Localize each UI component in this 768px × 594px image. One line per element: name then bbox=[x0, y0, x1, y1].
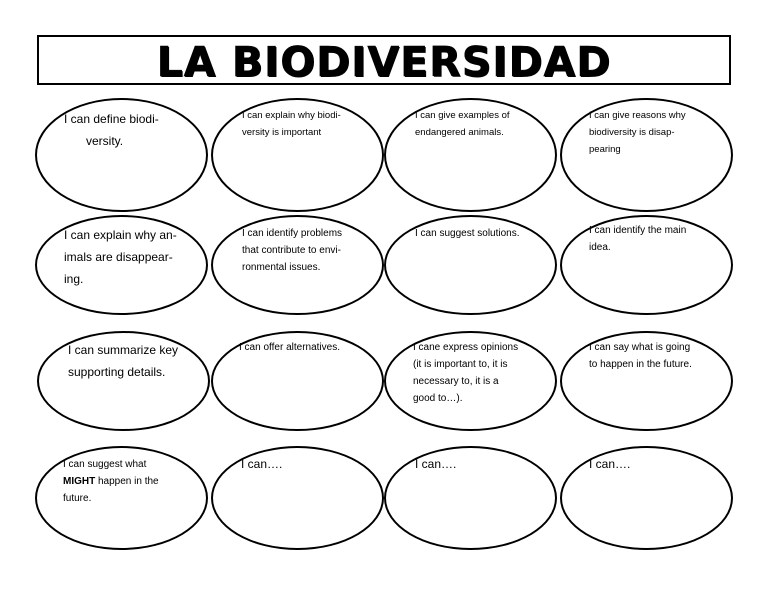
oval-line: endangered animals. bbox=[415, 127, 504, 138]
oval-text-endangered-animals bbox=[415, 107, 510, 141]
oval-line: pearing bbox=[589, 144, 621, 155]
oval-i-can-1 bbox=[211, 446, 384, 550]
oval-line: that contribute to envi- bbox=[242, 245, 341, 256]
oval-text-explain-importance bbox=[242, 107, 341, 141]
oval-line: I can…. bbox=[415, 457, 457, 471]
oval-line: necessary to, it is a bbox=[413, 376, 499, 387]
oval-text-main-idea bbox=[589, 222, 686, 256]
oval-line: I can identify problems bbox=[242, 228, 343, 239]
oval-line: I can explain why an- bbox=[64, 228, 177, 242]
oval-text-define-biodiversity bbox=[64, 108, 159, 152]
oval-line: I can…. bbox=[589, 457, 631, 471]
emphasis-might: MIGHT bbox=[63, 476, 96, 487]
oval-text-identify-problems bbox=[242, 225, 342, 276]
oval-text-i-can-1 bbox=[241, 453, 282, 475]
oval-line: I can summarize key bbox=[68, 343, 179, 357]
oval-text-reasons-disappearing bbox=[589, 107, 686, 158]
oval-i-can-2 bbox=[384, 446, 557, 550]
oval-line: supporting details. bbox=[68, 365, 166, 379]
oval-line: (it is important to, it is bbox=[413, 359, 508, 370]
oval-line: I can suggest what bbox=[63, 459, 147, 470]
title-box bbox=[37, 35, 731, 85]
oval-line: biodiversity is disap- bbox=[589, 127, 675, 138]
oval-text-future bbox=[589, 339, 692, 373]
oval-line: idea. bbox=[589, 242, 611, 253]
oval-text-express-opinions bbox=[413, 339, 518, 407]
oval-text-i-can-2 bbox=[415, 453, 456, 475]
oval-line: to happen in the future. bbox=[589, 359, 692, 370]
oval-text-offer-alternatives bbox=[239, 339, 340, 356]
oval-i-can-3 bbox=[560, 446, 733, 550]
oval-line: ing. bbox=[64, 272, 84, 286]
oval-line: I can explain why biodi- bbox=[242, 110, 341, 121]
oval-line: I can suggest solutions. bbox=[415, 228, 520, 239]
oval-line: I can…. bbox=[241, 457, 283, 471]
oval-line: I can say what is going bbox=[589, 342, 691, 353]
oval-line: I can give examples of bbox=[415, 110, 510, 121]
oval-line: I can offer alternatives. bbox=[239, 342, 340, 353]
oval-line-emphasis-row bbox=[63, 473, 159, 490]
oval-line: imals are disappear- bbox=[64, 250, 173, 264]
oval-line: versity. bbox=[86, 134, 124, 148]
oval-text-suggest-solutions bbox=[415, 225, 520, 242]
oval-line: future. bbox=[63, 493, 92, 504]
oval-text-animals-disappearing bbox=[64, 224, 177, 290]
page-title: LA BIODIVERSIDAD bbox=[156, 38, 612, 86]
oval-text-i-can-3 bbox=[589, 453, 630, 475]
oval-line: good to…). bbox=[413, 393, 463, 404]
oval-text-might-happen bbox=[63, 456, 159, 507]
oval-line-mid: happen in the bbox=[95, 476, 159, 487]
oval-line: versity is important bbox=[242, 127, 322, 138]
oval-line: I cane express opinions bbox=[413, 342, 519, 353]
oval-line: I can give reasons why bbox=[589, 110, 686, 121]
oval-text-summarize-details bbox=[68, 339, 178, 383]
oval-line: I can identify the main bbox=[589, 225, 687, 236]
oval-line: I can define biodi- bbox=[64, 112, 159, 126]
oval-line: ronmental issues. bbox=[242, 262, 321, 273]
